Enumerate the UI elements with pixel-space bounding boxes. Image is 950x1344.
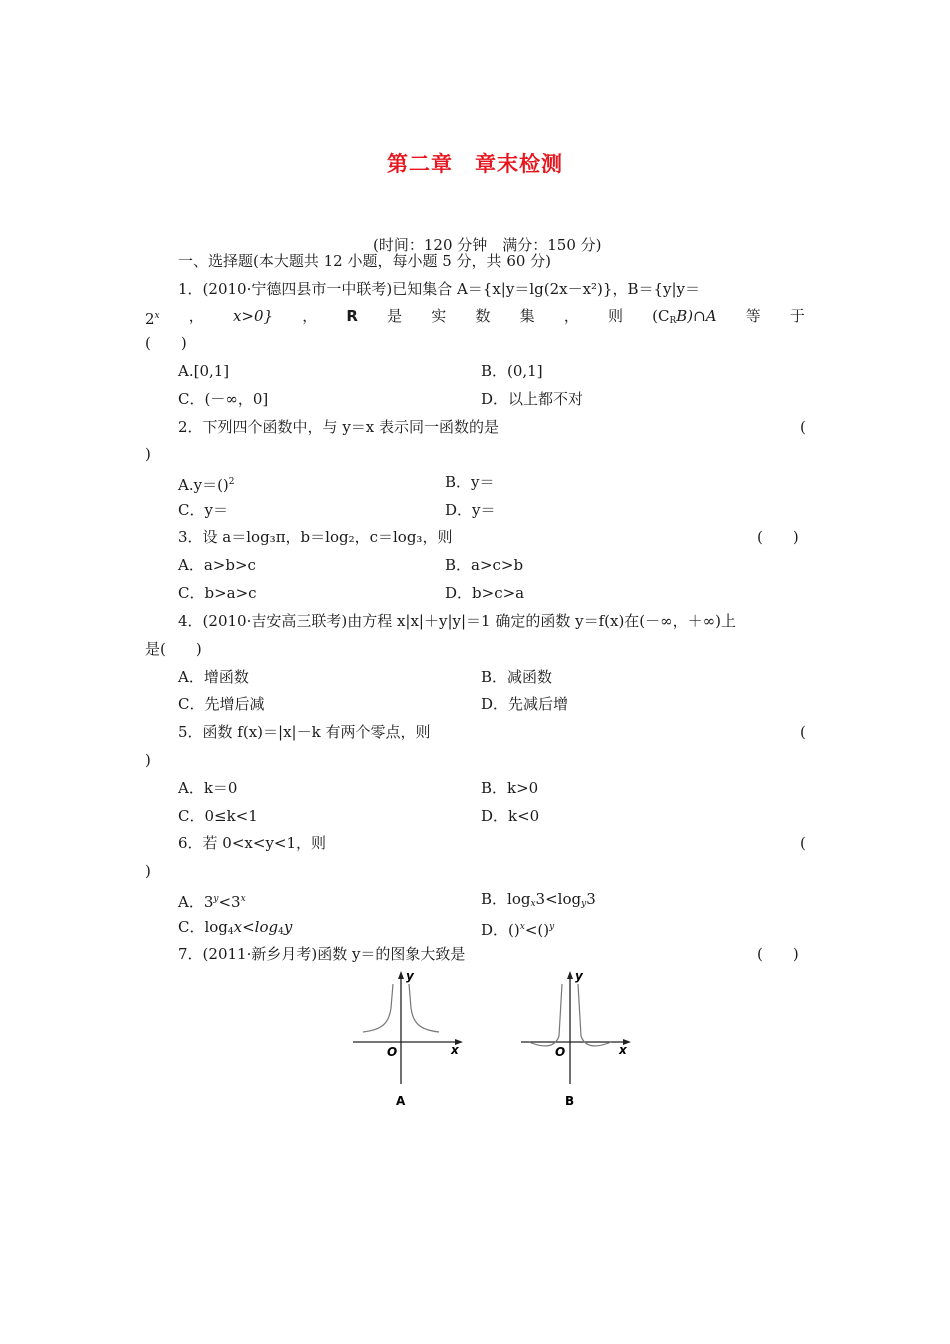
q3-option-d: D．b>c>a [445, 584, 525, 602]
curve-left [363, 984, 393, 1032]
q6-option-d: D．()$^x$<()$^y$ [481, 921, 555, 939]
axis-x-label: x [619, 1043, 627, 1057]
axis-y-label: y [406, 969, 414, 983]
q1-option-d: D．以上都不对 [481, 390, 584, 408]
y-arrow-icon [398, 971, 404, 979]
q1-part: 2$^x$ [145, 310, 160, 328]
curve-left [529, 984, 562, 1046]
q5-paren-close: ) [145, 751, 151, 769]
q6-paren-open: ( [800, 834, 806, 852]
q1-part: 集 [519, 307, 535, 325]
q2-stem: 2．下列四个函数中，与 y＝x 表示同一函数的是 [178, 418, 500, 436]
q1-answer-blank: ( ) [145, 334, 187, 352]
q1-part: 则 [607, 307, 623, 325]
graph-b-label: B [565, 1094, 575, 1108]
q6-option-b: B．$\log_x3<\log_y3$ [481, 890, 596, 909]
q2-option-a: A.y＝()$^2$ [178, 476, 235, 494]
q4-stem-line2: 是( ) [145, 640, 202, 658]
q7-stem: 7．(2011·新乡月考)函数 y＝的图象大致是 [178, 945, 466, 963]
q6-paren-close: ) [145, 862, 151, 880]
q2-paren-close: ) [145, 445, 151, 463]
graph-option-a [345, 966, 475, 1111]
chapter-title: 第二章 章末检测 [387, 152, 563, 176]
q1-part: ， [563, 307, 579, 325]
q3-option-a: A．a>b>c [178, 556, 256, 574]
q1-stem-line2 [145, 306, 805, 331]
q1-part: ， [302, 307, 318, 325]
q3-option-b: B．a>c>b [445, 556, 524, 574]
q1-part: $(C_RB)\cap A$ [652, 307, 717, 326]
q1-part: 实 [431, 307, 447, 325]
section-heading: 一、选择题(本大题共 12 小题，每小题 5 分，共 60 分) [178, 252, 552, 270]
q4-option-a: A．增函数 [178, 668, 249, 686]
q4-stem: 4．(2010·吉安高三联考)由方程 x|x|＋y|y|＝1 确定的函数 y＝f(x)在(－∞，＋∞)上 [178, 612, 737, 630]
q1-part: 是 [387, 307, 403, 325]
axis-x-label: x [451, 1043, 459, 1057]
time-info: (时间：120 分钟 满分：150 分) [373, 236, 602, 254]
origin-label: O [555, 1045, 566, 1059]
q5-paren-open: ( [800, 723, 806, 741]
q1-option-c: C．(－∞，0] [178, 390, 269, 408]
q2-option-c: C．y＝ [178, 501, 228, 519]
q2-option-b: B．y＝ [445, 473, 495, 491]
q1-part: ， [188, 307, 204, 325]
q3-stem: 3．设 a＝log₃π，b＝log₂，c＝log₃，则 [178, 528, 453, 546]
q2-paren-open: ( [800, 418, 806, 436]
origin-label: O [387, 1045, 398, 1059]
curve-right [578, 984, 611, 1046]
q4-option-c: C．先增后减 [178, 695, 265, 713]
q4-option-d: D．先减后增 [481, 695, 569, 713]
q1-part: x>0} [232, 307, 274, 325]
q1-stem: 1．(2010·宁德四县市一中联考)已知集合 A＝{x|y＝lg(2x－x²)}，B＝{y|y＝ [178, 280, 701, 298]
q7-answer-blank: ( ) [757, 945, 799, 963]
q1-part: 等 [745, 307, 761, 325]
q4-option-b: B．减函数 [481, 668, 553, 686]
q3-answer-blank: ( ) [757, 528, 799, 546]
y-arrow-icon [567, 971, 573, 979]
q5-option-b: B．k>0 [481, 779, 539, 797]
q2-option-d: D．y＝ [445, 501, 496, 519]
q6-option-c: C．$\log_4x<\log_4y$ [178, 918, 293, 937]
axis-y-label: y [575, 969, 583, 983]
q6-stem: 6．若 0<x<y<1，则 [178, 834, 327, 852]
q1-part: 于 [789, 307, 805, 325]
q6-option-a: A．$3^y<3^x$ [178, 893, 246, 911]
q5-option-a: A．k＝0 [178, 779, 238, 797]
q3-option-c: C．b>a>c [178, 584, 257, 602]
q5-option-d: D．k<0 [481, 807, 540, 825]
q5-option-c: C．0≤k<1 [178, 807, 258, 825]
curve-right [409, 984, 439, 1032]
q1-option-a: A.[0,1] [178, 362, 230, 380]
graph-a-label: A [396, 1094, 406, 1108]
q1-part: R [346, 307, 358, 325]
q1-option-b: B．(0,1] [481, 362, 543, 380]
q5-stem: 5．函数 f(x)＝|x|－k 有两个零点，则 [178, 723, 431, 741]
q1-part: 数 [475, 307, 491, 325]
graph-option-b [513, 966, 643, 1111]
